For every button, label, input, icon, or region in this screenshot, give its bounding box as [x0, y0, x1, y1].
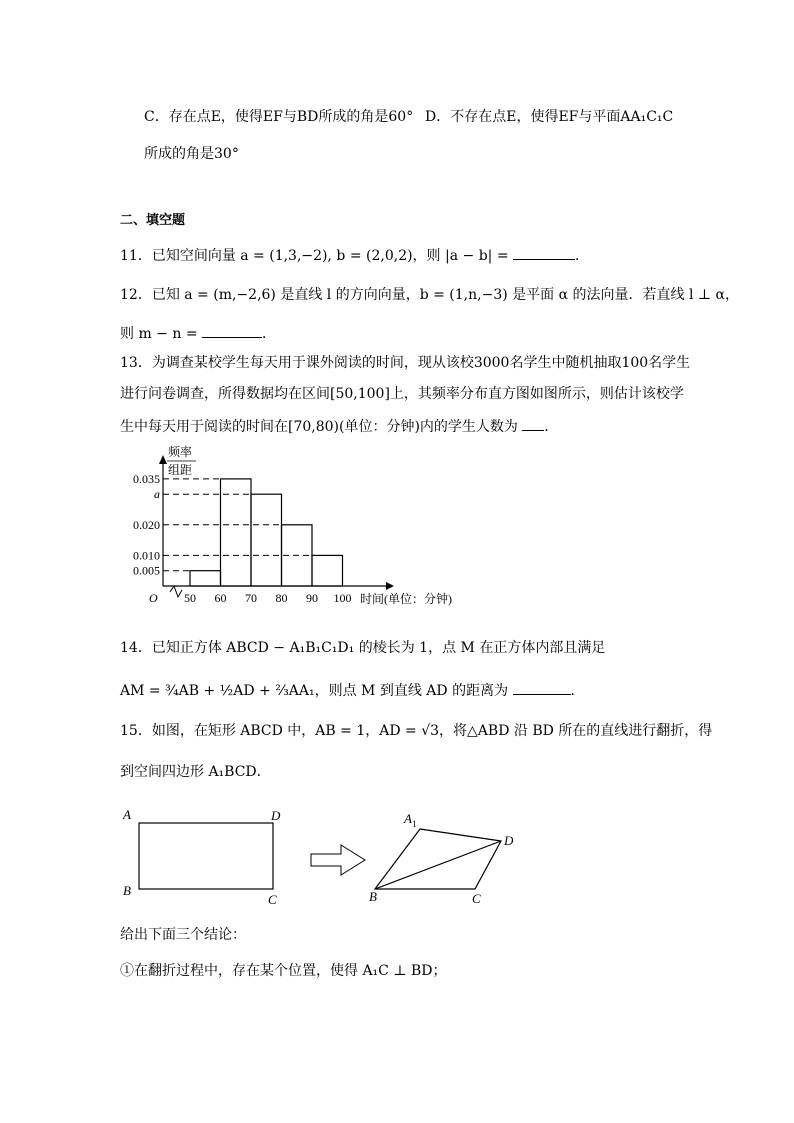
y-tick-label: 0.005 — [133, 563, 160, 578]
q13-line2 — [120, 385, 684, 403]
q13-text-3: 生中每天用于阅读的时间在[70,80)(单位：分钟)内的学生人数为 — [120, 419, 518, 435]
histogram-bar — [190, 571, 221, 586]
x-tick-label: 80 — [275, 591, 288, 605]
histogram-bar — [312, 555, 343, 586]
q12-text-2: 则 m − n = — [120, 326, 198, 342]
label-rect-b: B — [123, 883, 131, 898]
q12-line2 — [120, 323, 276, 343]
q12-text-1: 12．已知 a = (m,−2,6) 是直线 l 的方向向量，b = (1,n,−3) 是平面 α 的法向量．若直线 l ⊥ α， — [120, 287, 739, 303]
q14-text-2: AM = ¾AB + ½AD + ⅔AA₁，则点 M 到直线 AD 的距离为 — [120, 683, 509, 699]
q15-line2 — [120, 763, 271, 781]
q15-text-2: 到空间四边形 A₁BCD． — [120, 764, 271, 780]
q13-text-2: 进行问卷调查，所得数据均在区间[50,100]上，其频率分布直方图如图所示，则估计该校学 — [120, 386, 684, 402]
x-tick-label: 50 — [184, 591, 196, 605]
q15-line1 — [120, 722, 712, 740]
y-axis-arrow-icon — [159, 455, 167, 464]
section-title-text: 二、填空题 — [120, 213, 186, 228]
conclusions-intro — [120, 926, 246, 944]
q14-line1 — [120, 639, 605, 657]
q12-answer-blank[interactable] — [202, 323, 262, 338]
origin-label: O — [149, 591, 158, 605]
q11 — [120, 245, 589, 265]
label-rect-c: C — [268, 892, 277, 905]
right-arrow-icon — [311, 845, 365, 875]
conclusion-1-text: ①在翻折过程中，存在某个位置，使得 A₁C ⊥ BD； — [120, 963, 447, 979]
q10-option-c — [144, 108, 413, 126]
y-label-bottom: 组距 — [168, 463, 193, 477]
x-tick-label: 90 — [306, 591, 318, 605]
y-tick-label: 0.020 — [133, 517, 160, 532]
axis-break — [170, 586, 182, 597]
q14-answer-blank[interactable] — [513, 680, 571, 695]
conclusion-1 — [120, 962, 446, 980]
section-title — [120, 212, 185, 230]
q11-text: 11．已知空间向量 a = (1,3,−2), b = (2,0,2)，则 |a − b| = — [120, 248, 509, 264]
label-rect-d: D — [271, 808, 281, 823]
y-tick-label: 0.010 — [133, 548, 160, 563]
q11-end: ． — [575, 248, 590, 264]
q10-option-d-text: D．不存在点E，使得EF与平面AA₁C₁C — [425, 109, 674, 125]
label-quad-a1: $A_1$ — [404, 811, 417, 829]
q13-answer-blank[interactable] — [522, 416, 544, 431]
q12-end: ． — [262, 326, 277, 342]
q14-text-1: 14．已知正方体 ABCD − A₁B₁C₁D₁ 的棱长为 1，点 M 在正方体内部且满足 — [120, 640, 606, 656]
q13-line1 — [120, 354, 690, 372]
q10-option-d-continued — [144, 145, 239, 163]
label-rect-a: A — [123, 807, 131, 822]
q14-line2 — [120, 680, 585, 700]
label-quad-d: D — [504, 833, 514, 848]
x-axis-label: 时间(单位：分钟) — [360, 592, 452, 606]
x-tick-label: 60 — [214, 591, 227, 605]
y-tick-label: 0.035 — [133, 471, 160, 486]
frequency-histogram — [118, 440, 478, 620]
x-tick-label: 70 — [245, 591, 257, 605]
q12-line1 — [120, 286, 739, 304]
q14-end: ． — [570, 683, 585, 699]
q13-end: ． — [544, 419, 559, 435]
y-label-top: 频率 — [168, 445, 193, 459]
y-tick-label: a — [154, 487, 160, 502]
diagonal-bd — [375, 841, 501, 889]
histogram-bar — [251, 494, 282, 586]
q15-text-1: 15．如图，在矩形 ABCD 中，AB = 1，AD = √3，将△ABD 沿 BD 所在的直线进行翻折，得 — [120, 723, 713, 739]
x-axis-arrow-icon — [386, 582, 394, 590]
label-quad-c: C — [472, 891, 481, 905]
q11-answer-blank[interactable] — [513, 245, 575, 260]
conclusions-intro-text: 给出下面三个结论： — [120, 927, 246, 943]
q13-text-1: 13．为调查某校学生每天用于课外阅读的时间，现从该校3000名学生中随机抽取100名学生 — [120, 355, 691, 371]
q10-option-d — [425, 108, 673, 126]
quadrilateral-a1bcd — [375, 829, 501, 889]
q13-line3 — [120, 416, 558, 436]
x-tick-label: 100 — [333, 591, 352, 605]
q15-figure — [115, 805, 535, 905]
label-quad-b: B — [369, 889, 377, 904]
histogram-bar — [221, 479, 252, 586]
q10-option-d-cont-text: 所成的角是30° — [144, 146, 239, 162]
q10-option-c-text: C．存在点E，使得EF与BD所成的角是60° — [144, 109, 414, 125]
rectangle-abcd — [139, 823, 273, 889]
